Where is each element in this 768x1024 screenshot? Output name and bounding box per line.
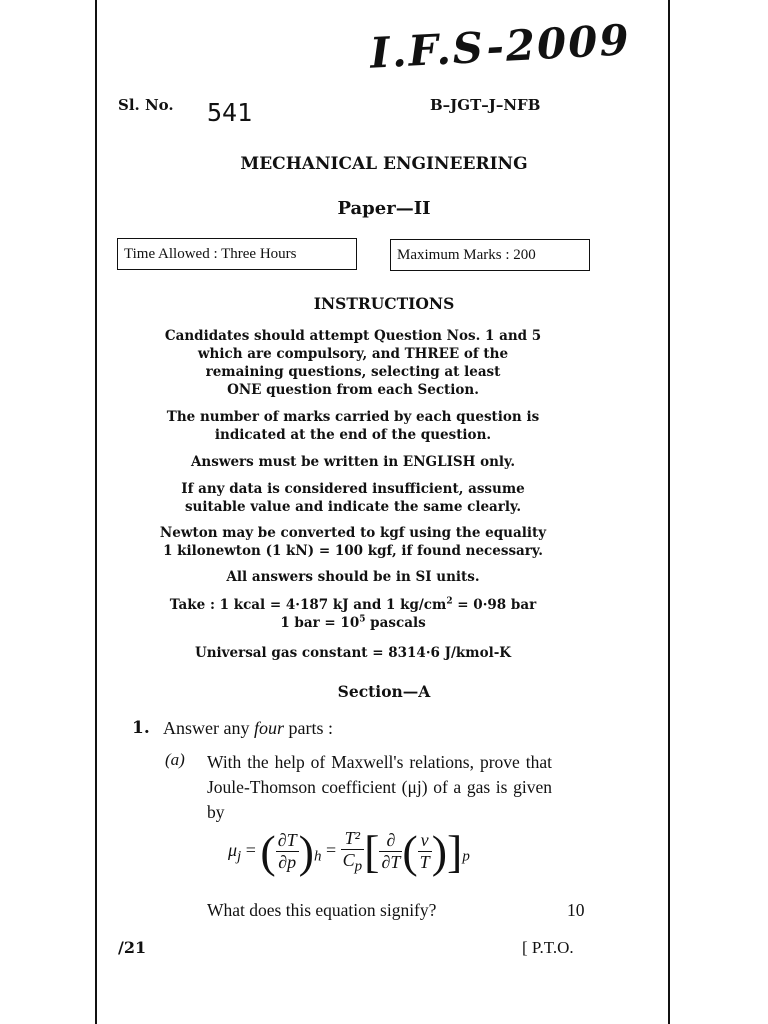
instruction-line: suitable value and indicate the same clearly. [184, 499, 522, 515]
instruction-line: ONE question from each Section. [227, 382, 479, 398]
instruction-line: 1 kilonewton (1 kN) = 100 kgf, if found necessary. [163, 543, 543, 559]
conversion-text: = 0·98 bar [452, 597, 537, 613]
question-end-text: What does this equation signify? [207, 900, 437, 920]
eq-equals: = [325, 839, 337, 860]
part-text: With the help of Maxwell's relations, prove that Joule-Thomson coefficient (μj) of a gas is given by [207, 752, 552, 822]
instruction-line: which are compulsory, and THREE of the [197, 346, 509, 362]
eq-paren-close: ) [298, 825, 314, 877]
eq-fraction [276, 830, 299, 873]
eq-symbol: μ [228, 839, 238, 860]
question-marks: 10 [567, 900, 585, 920]
maximum-marks-box: Maximum Marks : 200 [390, 239, 590, 271]
instruction-conversions [118, 596, 588, 632]
instruction-si-units: All answers should be in SI units. [226, 569, 480, 585]
eq-paren-open: ( [260, 825, 276, 877]
instruction-language: Answers must be written in ENGLISH only. [190, 454, 516, 470]
conversion-line-1 [118, 596, 588, 614]
instruction-line: remaining questions, selecting at least [205, 364, 501, 380]
page-count: /21 [118, 938, 147, 957]
eq-bracket-open: [ [364, 825, 380, 877]
eq-numerator: T² [344, 828, 361, 848]
instruction-attempt [118, 327, 588, 399]
question-text-part: Answer any [163, 718, 254, 738]
eq-fraction [341, 828, 365, 876]
instructions-heading: INSTRUCTIONS [313, 294, 455, 313]
conversion-text: Take : 1 kcal = 4·187 kJ and 1 kg/cm [169, 597, 447, 613]
question-number: 1. [132, 718, 150, 738]
eq-equals: = [245, 839, 256, 860]
eq-fraction [379, 830, 402, 873]
instruction-gas-constant: Universal gas constant = 8314·6 J/kmol-K [194, 645, 512, 661]
serial-number: 541 [207, 98, 253, 127]
pto-label: [ P.T.O. [522, 938, 574, 957]
conversion-text: 1 bar = 10 [280, 615, 360, 631]
eq-numerator: v [420, 830, 429, 851]
eq-denominator: T [419, 852, 430, 873]
serial-label: Sl. No. [118, 96, 174, 114]
section-heading: Section—A [337, 682, 431, 701]
eq-subscript: h [313, 848, 322, 865]
booklet-code: B–JGT–J–NFB [430, 96, 541, 114]
joule-thomson-equation [228, 825, 470, 877]
instruction-line: Candidates should attempt Question Nos. 1 and 5 [164, 328, 542, 344]
question-text-emphasis: four [253, 718, 284, 738]
conversion-line-2 [118, 614, 588, 632]
eq-numerator: ∂T [277, 830, 297, 851]
part-label: (a) [165, 750, 185, 769]
question-text-part: parts : [284, 718, 333, 738]
eq-paren-close: ) [431, 825, 448, 877]
instruction-line: indicated at the end of the question. [214, 427, 492, 443]
eq-denominator: C [342, 850, 355, 870]
eq-denominator: ∂T [381, 852, 401, 873]
instruction-data [118, 480, 588, 516]
eq-subscript: p [462, 848, 470, 865]
handwritten-note: I.F.S-2009 [368, 15, 632, 78]
conversion-text: pascals [365, 615, 426, 631]
eq-denominator: ∂p [278, 852, 297, 873]
eq-subscript: j [237, 848, 242, 865]
instruction-line: Newton may be converted to kgf using the equality [159, 525, 547, 541]
instruction-line: If any data is considered insufficient, assume [181, 481, 525, 497]
instruction-marks [118, 408, 588, 444]
question-text [163, 718, 333, 739]
eq-fraction [418, 830, 432, 873]
eq-bracket-close: ] [447, 825, 463, 877]
time-allowed-box: Time Allowed : Three Hours [117, 238, 357, 270]
superscript: 5 [359, 614, 366, 625]
subject-title: MECHANICAL ENGINEERING [240, 154, 528, 174]
eq-numerator: ∂ [379, 830, 402, 852]
superscript: 2 [446, 596, 453, 607]
paper-title: Paper—II [337, 198, 431, 219]
eq-paren-open: ( [402, 825, 418, 877]
instruction-newton [118, 524, 588, 560]
instruction-line: The number of marks carried by each question is [166, 409, 540, 425]
eq-subscript: p [354, 858, 363, 875]
